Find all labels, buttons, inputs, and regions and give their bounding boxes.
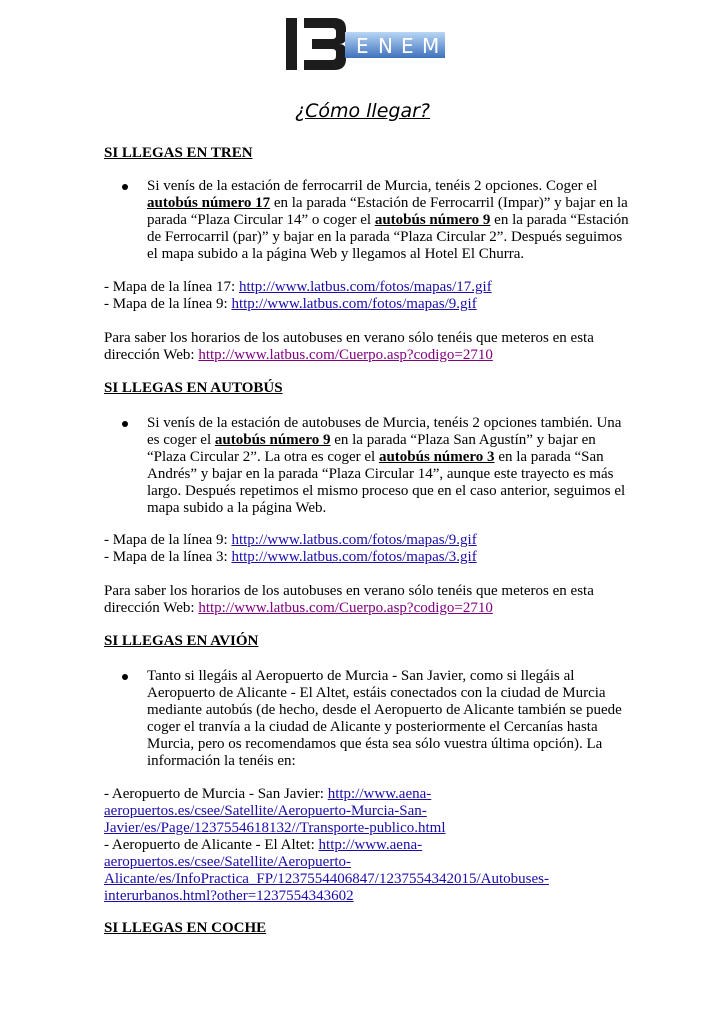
aena-alicante-link[interactable]: http://www.aena- [318, 837, 423, 853]
horarios-link[interactable]: http://www.latbus.com/Cuerpo.asp?codigo=2710 [198, 600, 493, 616]
map-link-9[interactable]: http://www.latbus.com/fotos/mapas/9.gif [231, 296, 477, 312]
horarios-link[interactable]: http://www.latbus.com/Cuerpo.asp?codigo=2710 [198, 347, 493, 363]
tren-horarios: Para saber los horarios de los autobuses en verano sólo tenéis que meteros en esta dirección Web: http://www.latbus.com/Cuerpo.asp?codigo=2710 [104, 330, 594, 363]
bullet-icon [122, 674, 128, 680]
map-link-9b[interactable]: http://www.latbus.com/fotos/mapas/9.gif [231, 532, 477, 548]
autobus-paragraph: Si venís de la estación de autobuses de Murcia, tenéis 2 opciones también. Una es coger el autobús número 9 en la parada “Plaza San Agustín” y bajar en “Plaza Circular 2”. La otra es coger el autobús número 3 en la parada “San Andrés” y bajar en la parada “Plaza Circular 14”, aunque este trayecto es más largo. Después repetimos el mismo proceso que en el caso anterior, seguimos el mapa subido a la página Web. [147, 415, 626, 516]
aena-alicante-link-cont[interactable]: interurbanos.html?other=1237554343602 [104, 888, 354, 904]
tren-maps: - Mapa de la línea 17: http://www.latbus.com/fotos/mapas/17.gif - Mapa de la línea 9: http://www.latbus.com/fotos/mapas/9.gif [104, 279, 492, 312]
heading-coche: SI LLEGAS EN COCHE [104, 920, 267, 936]
page-title: ¿Cómo llegar? [295, 100, 430, 122]
aena-murcia-link-cont[interactable]: Javier/es/Page/1237554618132//Transporte-publico.html [104, 820, 446, 836]
logo-letter-n: N [378, 34, 393, 58]
logo-letter-e2: E [401, 34, 414, 58]
autobus-maps: - Mapa de la línea 9: http://www.latbus.com/fotos/mapas/9.gif - Mapa de la línea 3: http://www.latbus.com/fotos/mapas/3.gif [104, 532, 477, 565]
bullet-icon [122, 184, 128, 190]
bullet-icon [122, 421, 128, 427]
enem-logo [282, 14, 447, 74]
logo-letter-m: M [422, 34, 440, 58]
tren-paragraph: Si venís de la estación de ferrocarril de Murcia, tenéis 2 opciones. Coger el autobús número 17 en la parada “Estación de Ferrocarril (Impar)” y bajar en la parada “Plaza Circular 14” o coger el autobús número 9 en la parada “Estación de Ferrocarril (par)” y bajar en la parada “Plaza Circular 2”. Después seguimos el mapa subido a la página Web y llegamos al Hotel El Churra. [147, 178, 629, 262]
aena-alicante-link-cont[interactable]: aeropuertos.es/csee/Satellite/Aeropuerto- [104, 854, 351, 870]
heading-autobus: SI LLEGAS EN AUTOBÚS [104, 380, 283, 396]
aena-murcia-link-cont[interactable]: aeropuertos.es/csee/Satellite/Aeropuerto-Murcia-San- [104, 803, 427, 819]
map-link-3[interactable]: http://www.latbus.com/fotos/mapas/3.gif [231, 549, 477, 565]
logo-letter-e1: E [356, 34, 369, 58]
map-link-17[interactable]: http://www.latbus.com/fotos/mapas/17.gif [238, 279, 492, 295]
autobus-horarios: Para saber los horarios de los autobuses en verano sólo tenéis que meteros en esta dirección Web: http://www.latbus.com/Cuerpo.asp?codigo=2710 [104, 583, 594, 616]
heading-tren: SI LLEGAS EN TREN [104, 145, 253, 161]
aena-alicante-link-cont[interactable]: Alicante/es/InfoPractica_FP/1237554406847/1237554342015/Autobuses- [104, 871, 549, 887]
heading-avion: SI LLEGAS EN AVIÓN [104, 633, 259, 649]
avion-links: - Aeropuerto de Murcia - San Javier: http://www.aena- aeropuertos.es/csee/Satellite/Aeropuerto-Murcia-San- Javier/es/Page/1237554618132//Transporte-publico.html - Aeropuerto de Alicante - El Altet: http://www.aena- aeropuertos.es/csee/Satellite/Aeropuerto- Alicante/es/InfoPractica_FP/1237554406847/1237554342015/Autobuses- interurbanos.html?other=1237554343602 [104, 786, 549, 904]
aena-murcia-link[interactable]: http://www.aena- [327, 786, 432, 802]
avion-paragraph: Tanto si llegáis al Aeropuerto de Murcia - San Javier, como si llegáis al Aeropuerto de Alicante - El Altet, estáis conectados con la ciudad de Murcia mediante autobús (de hecho, desde el Aeropuerto de Alicante también se puede coger el tranvía a la ciudad de Alicante y posteriormente el Cercanías hasta Murcia, pero os recomendamos que ésta sea sólo vuestra última opción). La información la tenéis en: [147, 668, 622, 769]
